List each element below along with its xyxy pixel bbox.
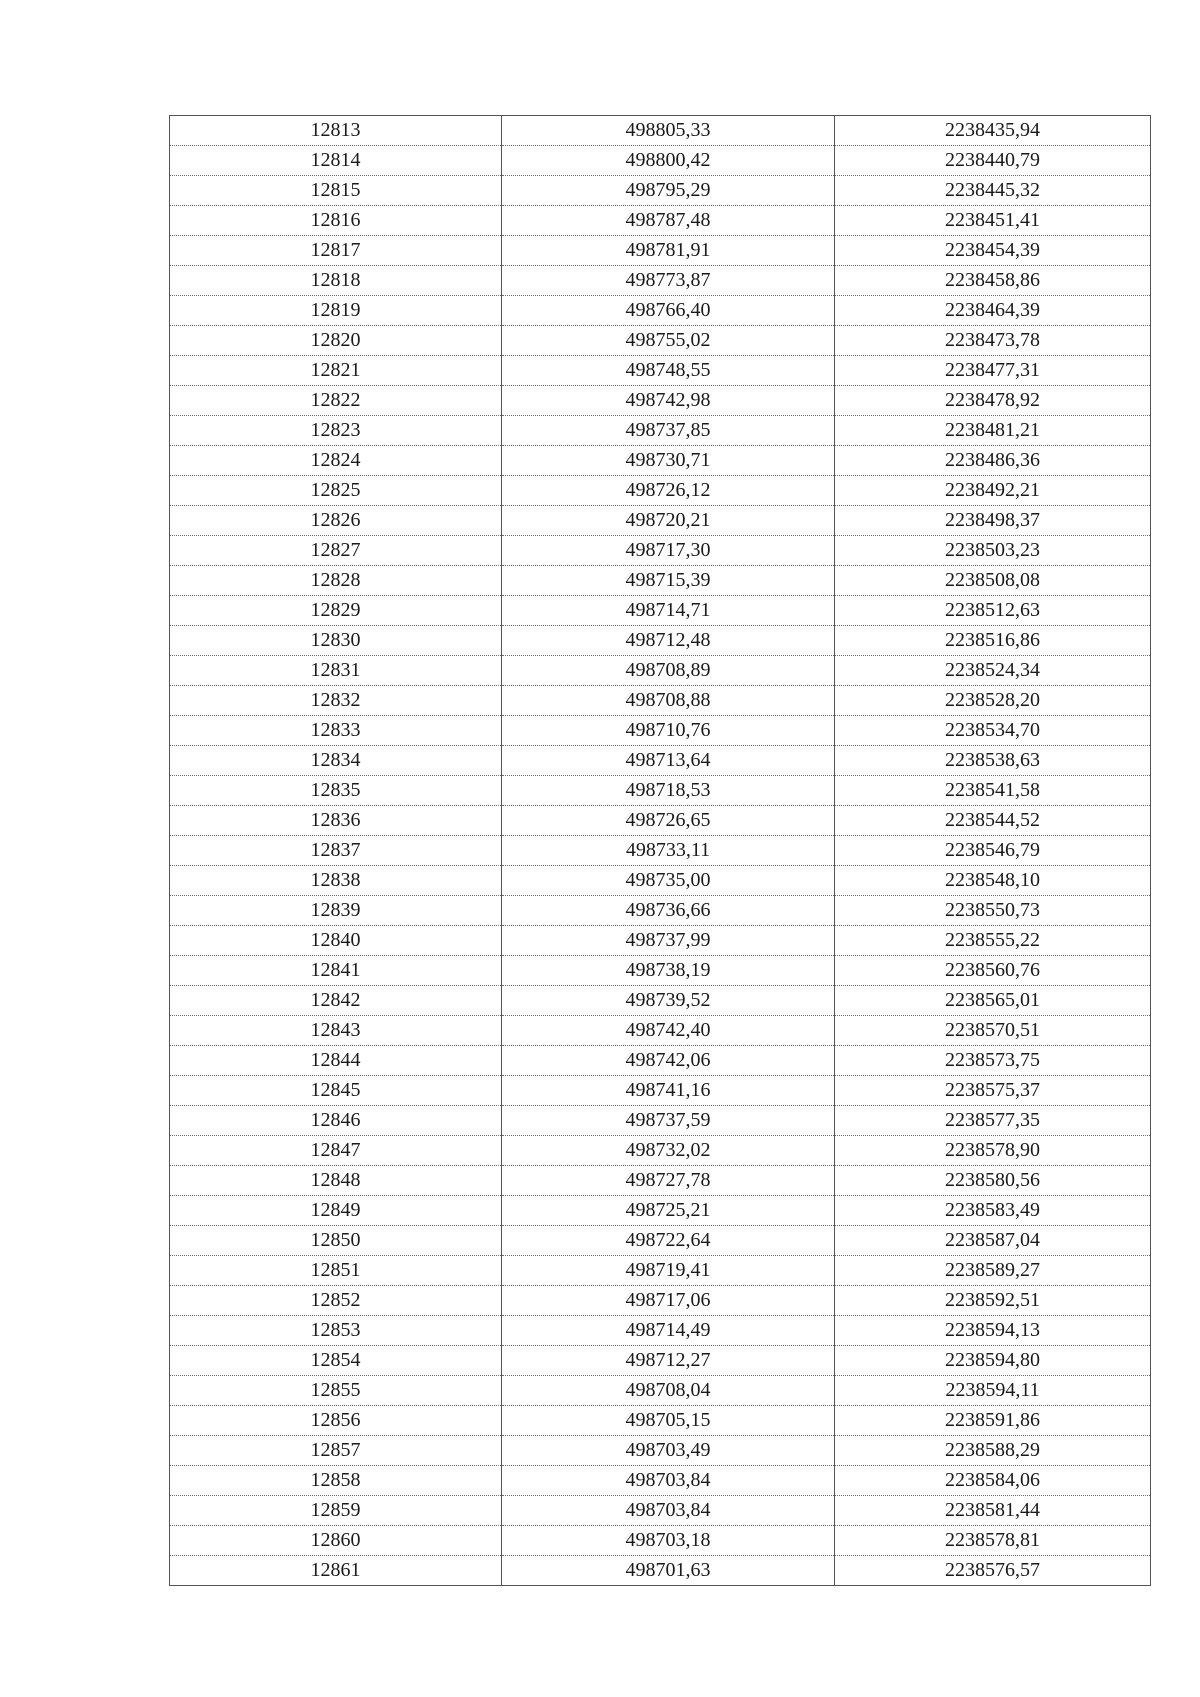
point-number-cell: 12847	[170, 1136, 502, 1166]
table-row	[170, 386, 1151, 416]
point-number-cell: 12825	[170, 476, 502, 506]
x-coordinate-cell: 498703,18	[502, 1526, 835, 1556]
table-row	[170, 1436, 1151, 1466]
table-row	[170, 326, 1151, 356]
point-number-cell: 12818	[170, 266, 502, 296]
point-number-cell: 12841	[170, 956, 502, 986]
y-coordinate-cell: 2238594,80	[835, 1346, 1151, 1376]
point-number-cell: 12819	[170, 296, 502, 326]
x-coordinate-cell: 498703,49	[502, 1436, 835, 1466]
y-coordinate-cell: 2238594,13	[835, 1316, 1151, 1346]
y-coordinate-cell: 2238546,79	[835, 836, 1151, 866]
table-row	[170, 296, 1151, 326]
table-row	[170, 1106, 1151, 1136]
x-coordinate-cell: 498708,04	[502, 1376, 835, 1406]
point-number-cell: 12860	[170, 1526, 502, 1556]
y-coordinate-cell: 2238440,79	[835, 146, 1151, 176]
table-row	[170, 1376, 1151, 1406]
x-coordinate-cell: 498739,52	[502, 986, 835, 1016]
point-number-cell: 12814	[170, 146, 502, 176]
y-coordinate-cell: 2238592,51	[835, 1286, 1151, 1316]
table-row	[170, 746, 1151, 776]
point-number-cell: 12820	[170, 326, 502, 356]
y-coordinate-cell: 2238589,27	[835, 1256, 1151, 1286]
table-row	[170, 506, 1151, 536]
table-row	[170, 596, 1151, 626]
table-row	[170, 1496, 1151, 1526]
table-row	[170, 1466, 1151, 1496]
table-row	[170, 626, 1151, 656]
point-number-cell: 12845	[170, 1076, 502, 1106]
y-coordinate-cell: 2238516,86	[835, 626, 1151, 656]
x-coordinate-cell: 498795,29	[502, 176, 835, 206]
y-coordinate-cell: 2238478,92	[835, 386, 1151, 416]
point-number-cell: 12843	[170, 1016, 502, 1046]
table-row	[170, 566, 1151, 596]
point-number-cell: 12856	[170, 1406, 502, 1436]
y-coordinate-cell: 2238524,34	[835, 656, 1151, 686]
y-coordinate-cell: 2238576,57	[835, 1556, 1151, 1586]
y-coordinate-cell: 2238528,20	[835, 686, 1151, 716]
x-coordinate-cell: 498705,15	[502, 1406, 835, 1436]
x-coordinate-cell: 498742,40	[502, 1016, 835, 1046]
point-number-cell: 12842	[170, 986, 502, 1016]
y-coordinate-cell: 2238577,35	[835, 1106, 1151, 1136]
y-coordinate-cell: 2238584,06	[835, 1466, 1151, 1496]
table-row	[170, 1196, 1151, 1226]
point-number-cell: 12858	[170, 1466, 502, 1496]
y-coordinate-cell: 2238458,86	[835, 266, 1151, 296]
point-number-cell: 12851	[170, 1256, 502, 1286]
x-coordinate-cell: 498720,21	[502, 506, 835, 536]
table-row	[170, 716, 1151, 746]
table-row	[170, 416, 1151, 446]
table-row	[170, 1556, 1151, 1586]
point-number-cell: 12855	[170, 1376, 502, 1406]
x-coordinate-cell: 498805,33	[502, 116, 835, 146]
y-coordinate-cell: 2238588,29	[835, 1436, 1151, 1466]
x-coordinate-cell: 498787,48	[502, 206, 835, 236]
x-coordinate-cell: 498726,12	[502, 476, 835, 506]
table-row	[170, 806, 1151, 836]
x-coordinate-cell: 498713,64	[502, 746, 835, 776]
x-coordinate-cell: 498741,16	[502, 1076, 835, 1106]
point-number-cell: 12834	[170, 746, 502, 776]
point-number-cell: 12839	[170, 896, 502, 926]
table-row	[170, 206, 1151, 236]
table-row	[170, 1256, 1151, 1286]
x-coordinate-cell: 498715,39	[502, 566, 835, 596]
x-coordinate-cell: 498726,65	[502, 806, 835, 836]
point-number-cell: 12848	[170, 1166, 502, 1196]
point-number-cell: 12836	[170, 806, 502, 836]
point-number-cell: 12826	[170, 506, 502, 536]
x-coordinate-cell: 498781,91	[502, 236, 835, 266]
x-coordinate-cell: 498742,98	[502, 386, 835, 416]
y-coordinate-cell: 2238570,51	[835, 1016, 1151, 1046]
y-coordinate-cell: 2238454,39	[835, 236, 1151, 266]
point-number-cell: 12853	[170, 1316, 502, 1346]
y-coordinate-cell: 2238541,58	[835, 776, 1151, 806]
point-number-cell: 12849	[170, 1196, 502, 1226]
y-coordinate-cell: 2238503,23	[835, 536, 1151, 566]
x-coordinate-cell: 498717,30	[502, 536, 835, 566]
point-number-cell: 12832	[170, 686, 502, 716]
y-coordinate-cell: 2238578,81	[835, 1526, 1151, 1556]
x-coordinate-cell: 498703,84	[502, 1496, 835, 1526]
x-coordinate-cell: 498712,48	[502, 626, 835, 656]
table-row	[170, 116, 1151, 146]
point-number-cell: 12837	[170, 836, 502, 866]
y-coordinate-cell: 2238477,31	[835, 356, 1151, 386]
x-coordinate-cell: 498738,19	[502, 956, 835, 986]
x-coordinate-cell: 498737,59	[502, 1106, 835, 1136]
x-coordinate-cell: 498714,71	[502, 596, 835, 626]
y-coordinate-cell: 2238575,37	[835, 1076, 1151, 1106]
point-number-cell: 12827	[170, 536, 502, 566]
y-coordinate-cell: 2238534,70	[835, 716, 1151, 746]
table-row	[170, 266, 1151, 296]
table-row	[170, 356, 1151, 386]
x-coordinate-cell: 498735,00	[502, 866, 835, 896]
x-coordinate-cell: 498701,63	[502, 1556, 835, 1586]
table-row	[170, 1406, 1151, 1436]
x-coordinate-cell: 498714,49	[502, 1316, 835, 1346]
point-number-cell: 12828	[170, 566, 502, 596]
x-coordinate-cell: 498719,41	[502, 1256, 835, 1286]
y-coordinate-cell: 2238498,37	[835, 506, 1151, 536]
x-coordinate-cell: 498727,78	[502, 1166, 835, 1196]
y-coordinate-cell: 2238508,08	[835, 566, 1151, 596]
table-row	[170, 776, 1151, 806]
table-row	[170, 926, 1151, 956]
table-row	[170, 1346, 1151, 1376]
table-row	[170, 1016, 1151, 1046]
y-coordinate-cell: 2238486,36	[835, 446, 1151, 476]
y-coordinate-cell: 2238573,75	[835, 1046, 1151, 1076]
y-coordinate-cell: 2238435,94	[835, 116, 1151, 146]
y-coordinate-cell: 2238445,32	[835, 176, 1151, 206]
table-row	[170, 896, 1151, 926]
point-number-cell: 12829	[170, 596, 502, 626]
point-number-cell: 12824	[170, 446, 502, 476]
point-number-cell: 12861	[170, 1556, 502, 1586]
table-row	[170, 956, 1151, 986]
point-number-cell: 12816	[170, 206, 502, 236]
x-coordinate-cell: 498748,55	[502, 356, 835, 386]
table-row	[170, 1046, 1151, 1076]
table-row	[170, 1136, 1151, 1166]
point-number-cell: 12823	[170, 416, 502, 446]
y-coordinate-cell: 2238544,52	[835, 806, 1151, 836]
y-coordinate-cell: 2238548,10	[835, 866, 1151, 896]
x-coordinate-cell: 498722,64	[502, 1226, 835, 1256]
coordinates-table-body	[170, 116, 1151, 1586]
x-coordinate-cell: 498736,66	[502, 896, 835, 926]
x-coordinate-cell: 498773,87	[502, 266, 835, 296]
x-coordinate-cell: 498703,84	[502, 1466, 835, 1496]
y-coordinate-cell: 2238594,11	[835, 1376, 1151, 1406]
point-number-cell: 12835	[170, 776, 502, 806]
point-number-cell: 12817	[170, 236, 502, 266]
coordinates-table	[169, 115, 1151, 1586]
y-coordinate-cell: 2238464,39	[835, 296, 1151, 326]
point-number-cell: 12846	[170, 1106, 502, 1136]
x-coordinate-cell: 498737,85	[502, 416, 835, 446]
y-coordinate-cell: 2238538,63	[835, 746, 1151, 776]
y-coordinate-cell: 2238587,04	[835, 1226, 1151, 1256]
x-coordinate-cell: 498737,99	[502, 926, 835, 956]
table-row	[170, 176, 1151, 206]
point-number-cell: 12840	[170, 926, 502, 956]
table-row	[170, 866, 1151, 896]
table-row	[170, 1226, 1151, 1256]
table-row	[170, 446, 1151, 476]
y-coordinate-cell: 2238550,73	[835, 896, 1151, 926]
table-row	[170, 1166, 1151, 1196]
y-coordinate-cell: 2238580,56	[835, 1166, 1151, 1196]
x-coordinate-cell: 498755,02	[502, 326, 835, 356]
table-row	[170, 686, 1151, 716]
point-number-cell: 12813	[170, 116, 502, 146]
x-coordinate-cell: 498733,11	[502, 836, 835, 866]
table-row	[170, 656, 1151, 686]
table-row	[170, 1526, 1151, 1556]
y-coordinate-cell: 2238583,49	[835, 1196, 1151, 1226]
point-number-cell: 12833	[170, 716, 502, 746]
table-row	[170, 536, 1151, 566]
x-coordinate-cell: 498718,53	[502, 776, 835, 806]
x-coordinate-cell: 498732,02	[502, 1136, 835, 1166]
table-row	[170, 236, 1151, 266]
point-number-cell: 12838	[170, 866, 502, 896]
y-coordinate-cell: 2238565,01	[835, 986, 1151, 1016]
x-coordinate-cell: 498708,88	[502, 686, 835, 716]
y-coordinate-cell: 2238591,86	[835, 1406, 1151, 1436]
table-row	[170, 986, 1151, 1016]
point-number-cell: 12815	[170, 176, 502, 206]
x-coordinate-cell: 498766,40	[502, 296, 835, 326]
y-coordinate-cell: 2238512,63	[835, 596, 1151, 626]
point-number-cell: 12822	[170, 386, 502, 416]
table-row	[170, 1076, 1151, 1106]
x-coordinate-cell: 498800,42	[502, 146, 835, 176]
x-coordinate-cell: 498712,27	[502, 1346, 835, 1376]
point-number-cell: 12852	[170, 1286, 502, 1316]
table-row	[170, 1286, 1151, 1316]
x-coordinate-cell: 498725,21	[502, 1196, 835, 1226]
point-number-cell: 12854	[170, 1346, 502, 1376]
x-coordinate-cell: 498730,71	[502, 446, 835, 476]
point-number-cell: 12831	[170, 656, 502, 686]
y-coordinate-cell: 2238560,76	[835, 956, 1151, 986]
point-number-cell: 12850	[170, 1226, 502, 1256]
y-coordinate-cell: 2238492,21	[835, 476, 1151, 506]
point-number-cell: 12859	[170, 1496, 502, 1526]
table-row	[170, 146, 1151, 176]
table-row	[170, 1316, 1151, 1346]
y-coordinate-cell: 2238481,21	[835, 416, 1151, 446]
x-coordinate-cell: 498708,89	[502, 656, 835, 686]
x-coordinate-cell: 498742,06	[502, 1046, 835, 1076]
y-coordinate-cell: 2238581,44	[835, 1496, 1151, 1526]
point-number-cell: 12857	[170, 1436, 502, 1466]
y-coordinate-cell: 2238473,78	[835, 326, 1151, 356]
point-number-cell: 12821	[170, 356, 502, 386]
y-coordinate-cell: 2238578,90	[835, 1136, 1151, 1166]
table-row	[170, 476, 1151, 506]
y-coordinate-cell: 2238555,22	[835, 926, 1151, 956]
point-number-cell: 12844	[170, 1046, 502, 1076]
y-coordinate-cell: 2238451,41	[835, 206, 1151, 236]
x-coordinate-cell: 498717,06	[502, 1286, 835, 1316]
point-number-cell: 12830	[170, 626, 502, 656]
x-coordinate-cell: 498710,76	[502, 716, 835, 746]
table-row	[170, 836, 1151, 866]
